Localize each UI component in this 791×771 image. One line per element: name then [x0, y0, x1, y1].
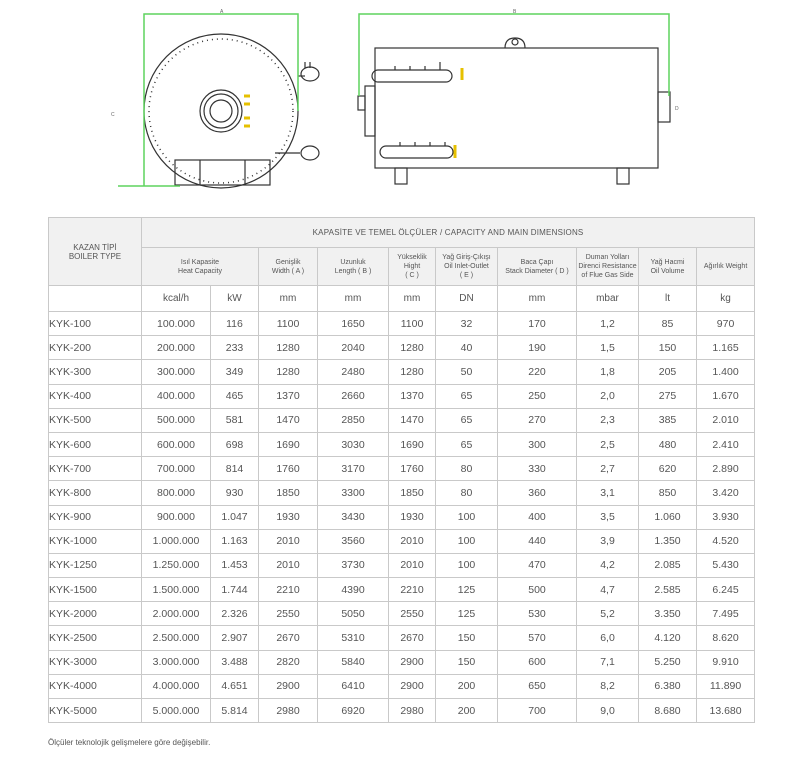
- table-cell: 6920: [318, 699, 389, 723]
- unit-cell: lt: [639, 286, 697, 312]
- table-cell: 500.000: [142, 408, 211, 432]
- table-cell: 3.420: [697, 481, 755, 505]
- table-cell: 4390: [318, 578, 389, 602]
- table-cell: 385: [639, 408, 697, 432]
- table-cell: 2980: [259, 699, 318, 723]
- table-cell: 2010: [389, 553, 436, 577]
- table-cell: 5840: [318, 650, 389, 674]
- table-row: [49, 432, 755, 456]
- table-cell: 2660: [318, 384, 389, 408]
- table-cell: 32: [436, 312, 498, 336]
- side-flanges: [455, 68, 462, 158]
- column-header-line: Stack Diameter ( D ): [505, 267, 569, 275]
- table-cell: 9,0: [577, 699, 639, 723]
- table-cell: 4.651: [211, 674, 259, 698]
- table-cell: 3.930: [697, 505, 755, 529]
- table-cell: 2900: [389, 650, 436, 674]
- table-cell: 150: [639, 336, 697, 360]
- table-cell: 2,7: [577, 457, 639, 481]
- table-cell: 2040: [318, 336, 389, 360]
- boiler-type-cell: KYK-600: [49, 432, 142, 456]
- table-row: [49, 457, 755, 481]
- dim-label-b: B: [513, 9, 517, 15]
- table-cell: 1.047: [211, 505, 259, 529]
- table-cell: 1100: [389, 312, 436, 336]
- table-cell: 150: [436, 626, 498, 650]
- table-row: [49, 529, 755, 553]
- boiler-type-cell: KYK-5000: [49, 699, 142, 723]
- table-cell: 6,0: [577, 626, 639, 650]
- table-row: [49, 674, 755, 698]
- front-view: [144, 34, 319, 188]
- column-header-row: [49, 248, 755, 286]
- column-header: [697, 248, 755, 286]
- boiler-type-cell: KYK-500: [49, 408, 142, 432]
- table-cell: 440: [498, 529, 577, 553]
- table-cell: 650: [498, 674, 577, 698]
- table-cell: 330: [498, 457, 577, 481]
- boiler-type-header-tr: KAZAN TİPİ: [73, 242, 117, 252]
- table-cell: 220: [498, 360, 577, 384]
- column-header-line: of Flue Gas Side: [581, 272, 634, 279]
- table-cell: 80: [436, 481, 498, 505]
- table-cell: 3.000.000: [142, 650, 211, 674]
- table-cell: 2820: [259, 650, 318, 674]
- table-cell: 1650: [318, 312, 389, 336]
- boiler-type-cell: KYK-3000: [49, 650, 142, 674]
- table-cell: 400.000: [142, 384, 211, 408]
- table-cell: 1280: [389, 336, 436, 360]
- table-cell: 1.400: [697, 360, 755, 384]
- unit-cell: mm: [318, 286, 389, 312]
- table-cell: 3,5: [577, 505, 639, 529]
- table-cell: 2,3: [577, 408, 639, 432]
- table-row: [49, 578, 755, 602]
- table-cell: 2.585: [639, 578, 697, 602]
- table-cell: 233: [211, 336, 259, 360]
- table-row: [49, 505, 755, 529]
- dim-label-a: A: [220, 9, 224, 15]
- table-cell: 1280: [389, 360, 436, 384]
- boiler-type-cell: KYK-700: [49, 457, 142, 481]
- table-cell: 1850: [389, 481, 436, 505]
- column-header-line: Yükseklik: [397, 254, 427, 261]
- table-cell: 1.350: [639, 529, 697, 553]
- table-cell: 1100: [259, 312, 318, 336]
- unit-cell: mbar: [577, 286, 639, 312]
- table-cell: 470: [498, 553, 577, 577]
- table-cell: 250: [498, 384, 577, 408]
- table-cell: 1760: [389, 457, 436, 481]
- column-header-line: Oil Inlet-Outlet: [444, 263, 489, 270]
- front-flanges: [244, 96, 250, 126]
- table-cell: 360: [498, 481, 577, 505]
- table-cell: 5.814: [211, 699, 259, 723]
- table-cell: 200: [436, 699, 498, 723]
- table-cell: 13.680: [697, 699, 755, 723]
- table-cell: 7,1: [577, 650, 639, 674]
- table-row: [49, 336, 755, 360]
- boiler-type-cell: KYK-100: [49, 312, 142, 336]
- table-cell: 11.890: [697, 674, 755, 698]
- table-cell: 3730: [318, 553, 389, 577]
- column-header-line: Heat Capacity: [178, 267, 222, 275]
- column-header-line: Ağırlık Weight: [703, 263, 748, 270]
- column-header-line: Baca Çapı: [520, 258, 554, 266]
- table-cell: 5.250: [639, 650, 697, 674]
- table-cell: 500: [498, 578, 577, 602]
- table-cell: 700: [498, 699, 577, 723]
- column-header-line: Direnci Resistance: [578, 263, 637, 270]
- table-cell: 2,0: [577, 384, 639, 408]
- table-cell: 1370: [389, 384, 436, 408]
- table-cell: 65: [436, 408, 498, 432]
- column-header-line: Hight: [403, 263, 421, 270]
- table-cell: 1.744: [211, 578, 259, 602]
- table-cell: 40: [436, 336, 498, 360]
- table-cell: 698: [211, 432, 259, 456]
- column-header-line: Yağ Hacmi: [650, 258, 685, 266]
- table-cell: 80: [436, 457, 498, 481]
- table-row: [49, 312, 755, 336]
- unit-cell: mm: [389, 286, 436, 312]
- boiler-type-cell: KYK-400: [49, 384, 142, 408]
- table-cell: 1470: [259, 408, 318, 432]
- table-cell: 5.000.000: [142, 699, 211, 723]
- table-cell: 2.890: [697, 457, 755, 481]
- table-cell: 1.000.000: [142, 529, 211, 553]
- table-row: [49, 481, 755, 505]
- table-cell: 8.620: [697, 626, 755, 650]
- table-cell: 700.000: [142, 457, 211, 481]
- table-row: [49, 650, 755, 674]
- column-header-line: Yağ Giriş-Çıkışı: [442, 254, 491, 261]
- table-cell: 6.380: [639, 674, 697, 698]
- table-cell: 3,1: [577, 481, 639, 505]
- table-cell: 65: [436, 432, 498, 456]
- table-cell: 2210: [259, 578, 318, 602]
- table-cell: 1370: [259, 384, 318, 408]
- table-cell: 480: [639, 432, 697, 456]
- table-cell: 50: [436, 360, 498, 384]
- table-cell: 100: [436, 529, 498, 553]
- boiler-type-header: [49, 218, 142, 286]
- table-row: [49, 699, 755, 723]
- table-cell: 3.350: [639, 602, 697, 626]
- table-cell: 2900: [259, 674, 318, 698]
- side-dimensions: [359, 14, 669, 96]
- unit-cell: mm: [498, 286, 577, 312]
- table-cell: 2.010: [697, 408, 755, 432]
- table-cell: 2010: [259, 553, 318, 577]
- table-cell: 2900: [389, 674, 436, 698]
- boiler-type-cell: KYK-800: [49, 481, 142, 505]
- table-cell: 1470: [389, 408, 436, 432]
- unit-cell: DN: [436, 286, 498, 312]
- column-header: [577, 248, 639, 286]
- table-cell: 190: [498, 336, 577, 360]
- table-cell: 3030: [318, 432, 389, 456]
- table-cell: 200.000: [142, 336, 211, 360]
- table-cell: 2670: [259, 626, 318, 650]
- table-cell: 349: [211, 360, 259, 384]
- table-cell: 1760: [259, 457, 318, 481]
- table-cell: 814: [211, 457, 259, 481]
- table-cell: 1280: [259, 360, 318, 384]
- table-cell: 930: [211, 481, 259, 505]
- table-cell: 600: [498, 650, 577, 674]
- table-cell: 2.907: [211, 626, 259, 650]
- table-cell: 8,2: [577, 674, 639, 698]
- boiler-type-cell: KYK-2000: [49, 602, 142, 626]
- table-cell: 2670: [389, 626, 436, 650]
- table-cell: 1.670: [697, 384, 755, 408]
- table-cell: 5.430: [697, 553, 755, 577]
- table-cell: 150: [436, 650, 498, 674]
- table-cell: 2010: [389, 529, 436, 553]
- column-header: [389, 248, 436, 286]
- boiler-type-cell: KYK-300: [49, 360, 142, 384]
- column-header: [436, 248, 498, 286]
- table-cell: 100: [436, 505, 498, 529]
- column-header: [318, 248, 389, 286]
- boiler-type-cell: KYK-1250: [49, 553, 142, 577]
- table-cell: 1930: [259, 505, 318, 529]
- table-cell: 125: [436, 602, 498, 626]
- table-cell: 275: [639, 384, 697, 408]
- boiler-type-cell: KYK-4000: [49, 674, 142, 698]
- table-cell: 2850: [318, 408, 389, 432]
- column-header-line: ( C ): [405, 272, 419, 279]
- table-cell: 2.500.000: [142, 626, 211, 650]
- table-cell: 65: [436, 384, 498, 408]
- table-cell: 300.000: [142, 360, 211, 384]
- table-cell: 300: [498, 432, 577, 456]
- blank-unit-cell: [49, 286, 142, 312]
- table-cell: 100: [436, 553, 498, 577]
- boiler-type-cell: KYK-1000: [49, 529, 142, 553]
- column-header: [142, 248, 259, 286]
- table-cell: 1.163: [211, 529, 259, 553]
- table-cell: 4,2: [577, 553, 639, 577]
- table-cell: 465: [211, 384, 259, 408]
- table-cell: 3170: [318, 457, 389, 481]
- table-cell: 850: [639, 481, 697, 505]
- table-cell: 2210: [389, 578, 436, 602]
- column-header-line: Duman Yolları: [585, 254, 630, 261]
- table-cell: 3300: [318, 481, 389, 505]
- group-header: KAPASİTE VE TEMEL ÖLÇÜLER / CAPACITY AND MAIN DIMENSIONS: [142, 218, 755, 248]
- table-cell: 2.326: [211, 602, 259, 626]
- column-header: [259, 248, 318, 286]
- table-row: [49, 360, 755, 384]
- table-cell: 1.250.000: [142, 553, 211, 577]
- table-cell: 570: [498, 626, 577, 650]
- table-cell: 1280: [259, 336, 318, 360]
- table-cell: 800.000: [142, 481, 211, 505]
- table-cell: 7.495: [697, 602, 755, 626]
- boiler-type-cell: KYK-900: [49, 505, 142, 529]
- table-cell: 4,7: [577, 578, 639, 602]
- table-cell: 4.120: [639, 626, 697, 650]
- table-cell: 5050: [318, 602, 389, 626]
- boiler-technical-drawing: [0, 0, 791, 200]
- table-cell: 8.680: [639, 699, 697, 723]
- table-cell: 1850: [259, 481, 318, 505]
- table-cell: 4.520: [697, 529, 755, 553]
- table-row: [49, 384, 755, 408]
- table-cell: 620: [639, 457, 697, 481]
- table-cell: 270: [498, 408, 577, 432]
- table-cell: 2010: [259, 529, 318, 553]
- table-cell: 1,8: [577, 360, 639, 384]
- table-cell: 1690: [389, 432, 436, 456]
- column-header-line: Uzunluk: [340, 258, 366, 266]
- unit-cell: mm: [259, 286, 318, 312]
- table-cell: 4.000.000: [142, 674, 211, 698]
- table-cell: 9.910: [697, 650, 755, 674]
- table-cell: 1.165: [697, 336, 755, 360]
- table-cell: 205: [639, 360, 697, 384]
- table-cell: 3560: [318, 529, 389, 553]
- table-cell: 2980: [389, 699, 436, 723]
- column-header-line: Width ( A ): [271, 267, 305, 275]
- table-cell: 125: [436, 578, 498, 602]
- column-header-line: Length ( B ): [334, 267, 372, 275]
- table-row: [49, 553, 755, 577]
- table-cell: 2,5: [577, 432, 639, 456]
- table-cell: 5310: [318, 626, 389, 650]
- column-header: [639, 248, 697, 286]
- boiler-type-header-en: BOILER TYPE: [68, 251, 122, 261]
- table-cell: 1,2: [577, 312, 639, 336]
- table-cell: 581: [211, 408, 259, 432]
- dim-label-d: D: [675, 106, 679, 112]
- unit-cell: kcal/h: [142, 286, 211, 312]
- table-cell: 3.488: [211, 650, 259, 674]
- table-body: [49, 312, 755, 723]
- table-cell: 170: [498, 312, 577, 336]
- table-cell: 1,5: [577, 336, 639, 360]
- table-cell: 5,2: [577, 602, 639, 626]
- column-header: [498, 248, 577, 286]
- column-header-line: ( E ): [459, 272, 474, 279]
- table-cell: 530: [498, 602, 577, 626]
- boiler-type-cell: KYK-200: [49, 336, 142, 360]
- table-cell: 2480: [318, 360, 389, 384]
- column-header-line: Genişlik: [275, 258, 301, 266]
- boiler-type-cell: KYK-1500: [49, 578, 142, 602]
- table-cell: 116: [211, 312, 259, 336]
- table-cell: 1930: [389, 505, 436, 529]
- table-cell: 100.000: [142, 312, 211, 336]
- column-header-line: Oil Volume: [650, 267, 685, 275]
- table-cell: 1.453: [211, 553, 259, 577]
- table-cell: 1.500.000: [142, 578, 211, 602]
- table-cell: 3430: [318, 505, 389, 529]
- table-cell: 2550: [259, 602, 318, 626]
- footnote: Ölçüler teknolojik gelişmelere göre değişebilir.: [48, 738, 211, 747]
- table-cell: 2550: [389, 602, 436, 626]
- table-row: [49, 626, 755, 650]
- table-cell: 6.245: [697, 578, 755, 602]
- table-cell: 400: [498, 505, 577, 529]
- table-row: [49, 602, 755, 626]
- table-cell: 6410: [318, 674, 389, 698]
- table-cell: 900.000: [142, 505, 211, 529]
- table-cell: 3,9: [577, 529, 639, 553]
- unit-cell: kW: [211, 286, 259, 312]
- table-cell: 600.000: [142, 432, 211, 456]
- boiler-type-cell: KYK-2500: [49, 626, 142, 650]
- table-row: [49, 408, 755, 432]
- table-cell: 200: [436, 674, 498, 698]
- dim-label-c: C: [111, 112, 115, 118]
- table-cell: 970: [697, 312, 755, 336]
- unit-cell: kg: [697, 286, 755, 312]
- side-view: [358, 38, 670, 184]
- capacity-dimensions-table: [48, 217, 755, 723]
- table-cell: 2.410: [697, 432, 755, 456]
- table-cell: 85: [639, 312, 697, 336]
- table-cell: 2.085: [639, 553, 697, 577]
- column-header-line: Isıl Kapasite: [180, 258, 220, 266]
- table-cell: 1.060: [639, 505, 697, 529]
- table-cell: 2.000.000: [142, 602, 211, 626]
- table-cell: 1690: [259, 432, 318, 456]
